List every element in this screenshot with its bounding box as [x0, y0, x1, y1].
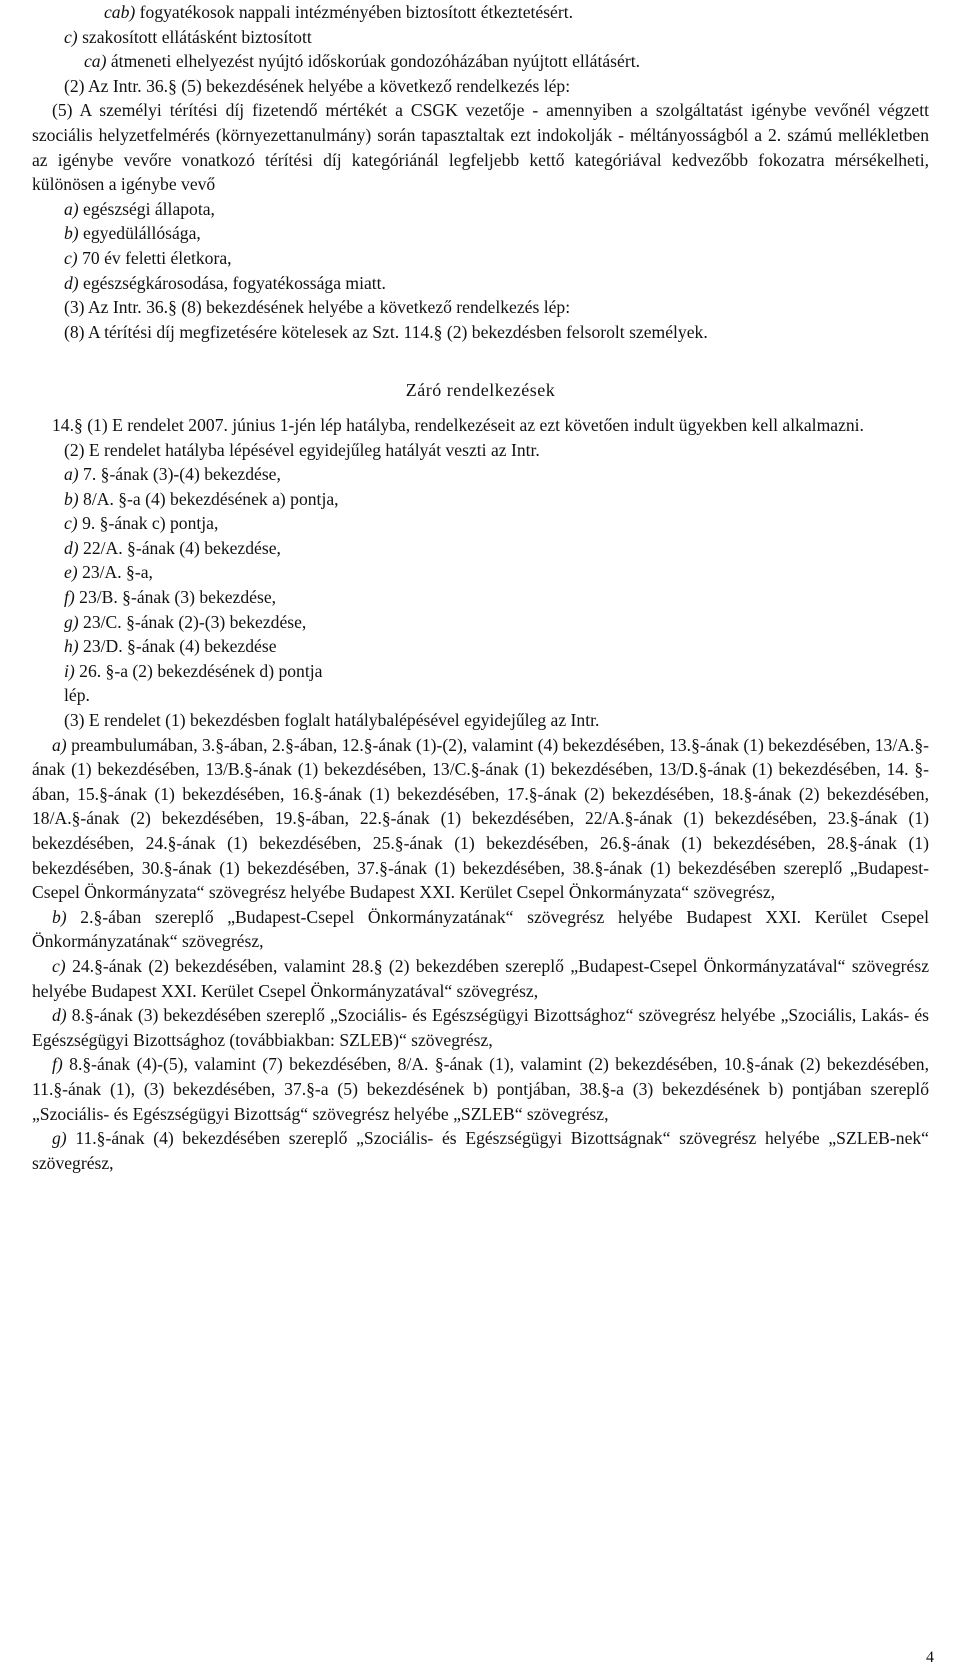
item-label: b) — [64, 488, 79, 509]
item-text: fogyatékosok nappali intézményében biztosított étkeztetésért. — [135, 2, 574, 22]
item-label: f) — [52, 1054, 63, 1075]
list-item — [32, 462, 929, 487]
intro-line-ca — [32, 49, 929, 74]
item-label: c) — [64, 513, 78, 534]
paragraph-5: (5) A személyi térítési díj fizetendő mértékét a CSGK vezetője - amennyiben a szolgáltatást igénybe vevőnél végzett szociális helyzetfelmérés (környezettanulmány) során tapasztaltak ezt indokolják - méltányosságból a 2. számú mellékletben az igénybe vevőre vonatkozó térítési díj kategóriánál legfeljebb kettő kategóriával kedvezőbb fokozatra mérsékelheti, különösen a igénybe vevő — [32, 100, 929, 195]
item-label: a) — [52, 734, 67, 755]
item-text: 23/B. §-ának (3) bekezdése, — [74, 587, 277, 608]
item-label: d) — [64, 537, 79, 558]
amend-item — [32, 905, 929, 954]
lep-line: lép. — [64, 685, 90, 706]
item-label: cab) — [104, 2, 136, 22]
intro-line-cab — [32, 0, 929, 25]
list-item — [32, 221, 929, 246]
amend-item — [32, 954, 929, 1003]
intro-line-2: (2) Az Intr. 36.§ (5) bekezdésének helyébe a következő rendelkezés lép: — [64, 75, 571, 96]
page-number: 4 — [926, 1649, 934, 1667]
list-item — [32, 536, 929, 561]
item-text: szakosított ellátásként biztosított — [77, 26, 312, 47]
list-item — [32, 197, 929, 222]
item-text: átmeneti elhelyezést nyújtó időskorúak gondozóházában nyújtott ellátásért. — [106, 51, 640, 72]
item-text: 9. §-ának c) pontja, — [77, 513, 219, 534]
item-label: f) — [64, 587, 75, 608]
item-text: 11.§-ának (4) bekezdésében szereplő „Szociális- és Egészségügyi Bizottságnak“ szövegrész helyébe „SZLEB-nek“ szövegrész, — [32, 1128, 929, 1173]
section-14-paragraph-2: (2) E rendelet hatályba lépésével egyidejűleg hatályát veszti az Intr. — [64, 439, 540, 460]
amend-item — [32, 1126, 929, 1175]
item-text: 70 év feletti életkora, — [77, 247, 232, 268]
item-label: b) — [64, 223, 79, 244]
item-text: 8.§-ának (3) bekezdésében szereplő „Szociális- és Egészségügyi Bizottsághoz“ szövegrész helyébe „Szociális, Lakás- és Egészségügyi Bizottsághoz (továbbiakban: SZLEB)“ szövegrész, — [32, 1005, 929, 1050]
item-text: 2.§-ában szereplő „Budapest-Csepel Önkormányzatának“ szövegrész helyébe Budapest XXI. Kerület Csepel Önkormányzatának“ szövegrész, — [32, 906, 929, 952]
item-text: egyedülállósága, — [78, 223, 201, 244]
item-label: c) — [64, 26, 78, 47]
item-text: 26. §-a (2) bekezdésének d) pontja — [74, 660, 323, 681]
list-item — [32, 585, 929, 610]
item-text: 22/A. §-ának (4) bekezdése, — [78, 537, 281, 558]
item-label: ca) — [84, 51, 107, 72]
item-label: d) — [52, 1005, 67, 1026]
intro-line-c — [32, 25, 929, 50]
section-14-paragraph-1: 14.§ (1) E rendelet 2007. június 1-jén lép hatályba, rendelkezéseit az ezt követően indult ügyekben kell alkalmazni. — [52, 414, 864, 435]
item-label: h) — [64, 636, 79, 657]
item-label: c) — [64, 247, 78, 268]
list-item — [32, 271, 929, 296]
item-text: 7. §-ának (3)-(4) bekezdése, — [78, 464, 281, 485]
amend-item — [32, 733, 929, 905]
list-item — [32, 560, 929, 585]
section-heading: Záró rendelkezések — [405, 380, 556, 401]
list-item — [32, 487, 929, 512]
intro-block — [32, 0, 929, 98]
item-text: 23/A. §-a, — [77, 562, 153, 583]
item-label: g) — [64, 611, 79, 632]
paragraph-3-intro: (3) Az Intr. 36.§ (8) bekezdésének helyébe a következő rendelkezés lép: — [64, 297, 571, 318]
item-label: e) — [64, 562, 78, 583]
paragraph-5-list — [32, 197, 929, 295]
item-text: 8.§-ának (4)-(5), valamint (7) bekezdésében, 8/A. §-ának (1), valamint (2) bekezdésében, 10.§-ának (2) bekezdésében, 11.§-ának (1), (3) bekezdésében, 37.§-a (5) bekezdésének b) pontjában, 38.§-a (3) bekezdésének b) pontjában szereplő „Szociális- és Egészségügyi Bizottság“ szövegrész helyébe „SZLEB“ szövegrész, — [32, 1054, 929, 1124]
item-text: 8/A. §-a (4) bekezdésének a) pontja, — [78, 488, 339, 509]
item-label: b) — [52, 906, 67, 927]
section-14-paragraph-3: (3) E rendelet (1) bekezdésben foglalt hatálybalépésével egyidejűleg az Intr. — [64, 710, 600, 731]
item-label: g) — [52, 1128, 67, 1149]
paragraph-8: (8) A térítési díj megfizetésére kötelesek az Szt. 114.§ (2) bekezdésben felsorolt személyek. — [64, 321, 708, 342]
item-label: d) — [64, 272, 79, 293]
list-item — [32, 511, 929, 536]
amend-item — [32, 1052, 929, 1126]
section-14-repeal-list — [32, 462, 929, 683]
item-label: c) — [52, 955, 66, 976]
item-label: a) — [64, 464, 79, 485]
item-text: preambulumában, 3.§-ában, 2.§-ában, 12.§-ának (1)-(2), valamint (4) bekezdésében, 13.§-ának (1) bekezdésében, 13/A.§-ának (1) bekezdésében, 13/B.§-ának (1) bekezdésében, 13/C.§-ának (1) bekezdésében, 13/D.§-ának (1) bekezdésében, 14. §-ában, 15.§-ának (1) bekezdésében, 16.§-ának (1) bekezdésében, 17.§-ának (2) bekezdésében, 18.§-ának (2) bekezdésében, 18/A.§-ának (2) bekezdésében, 19.§-ában, 22.§-ának (1) bekezdésében, 22/A.§-ának (1) bekezdésében, 23.§-ának (1) bekezdésében, 24.§-ának (1) bekezdésében, 25.§-ának (1) bekezdésében, 26.§-ának (1) bekezdésében, 28.§-ának (1) bekezdésében, 30.§-ának (1) bekezdésében, 37.§-ának (1) bekezdésében, 38.§-ának (1) bekezdésében szereplő „Budapest-Csepel Önkormányzata“ szövegrész helyébe Budapest XXI. Kerület Csepel Önkormányzata“ szövegrész, — [32, 734, 929, 903]
item-text: egészségkárosodása, fogyatékossága miatt. — [78, 272, 386, 293]
list-item — [32, 610, 929, 635]
item-label: i) — [64, 660, 75, 681]
item-text: 24.§-ának (2) bekezdésében, valamint 28.§ (2) bekezdében szereplő „Budapest-Csepel Önkormányzatával“ szövegrész helyébe Budapest XXI. Kerület Csepel Önkormányzatával“ szövegrész, — [32, 955, 929, 1001]
list-item — [32, 659, 929, 684]
item-text: egészségi állapota, — [78, 198, 215, 219]
item-text: 23/C. §-ának (2)-(3) bekezdése, — [78, 611, 307, 632]
list-item — [32, 246, 929, 271]
section-14-amend-list — [32, 733, 929, 1176]
item-text: 23/D. §-ának (4) bekezdése — [78, 636, 277, 657]
list-item — [32, 634, 929, 659]
item-label: a) — [64, 198, 79, 219]
amend-item — [32, 1003, 929, 1052]
